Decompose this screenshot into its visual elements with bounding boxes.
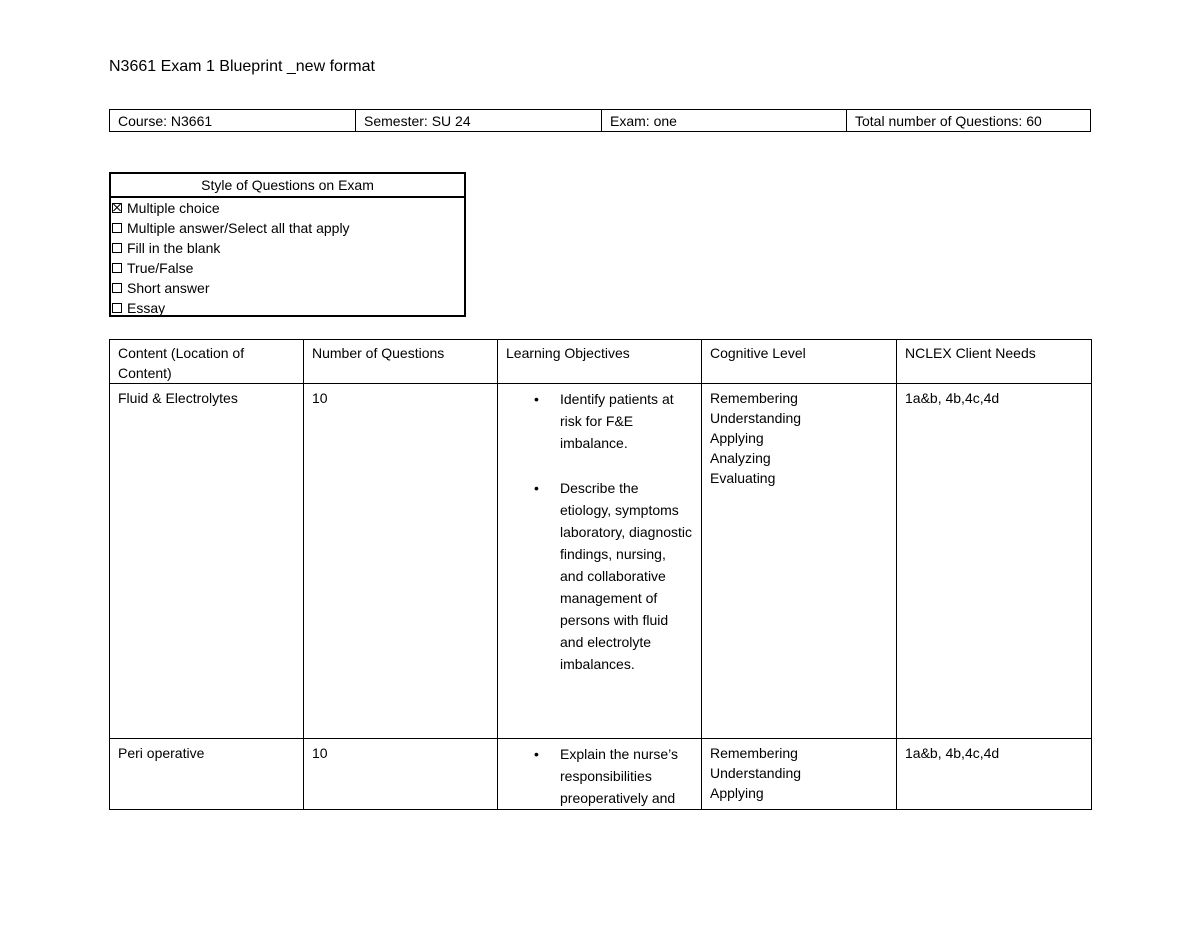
option-true-false	[111, 258, 464, 278]
semester-cell: Semester: SU 24	[356, 110, 602, 132]
header-nclex-client-needs: NCLEX Client Needs	[897, 340, 1092, 384]
objective-item: • Describe the etiology, symptoms laboratory, diagnostic findings, nursing, and collaborative management of persons with fluid and electrolyte imbalances.	[560, 477, 693, 675]
exam-info-table	[109, 109, 1091, 132]
option-label: True/False	[127, 260, 194, 276]
option-fill-in-blank	[111, 238, 464, 258]
cognitive-level-item: Remembering	[710, 390, 798, 406]
option-label: Short answer	[127, 280, 210, 296]
nclex-cell: 1a&b, 4b,4c,4d	[897, 384, 1092, 739]
objectives-list	[506, 388, 693, 675]
content-cell: Peri operative	[110, 739, 304, 810]
objectives-list	[506, 743, 693, 809]
document-title: N3661 Exam 1 Blueprint _new format	[109, 58, 375, 75]
objectives-cell	[498, 739, 702, 810]
option-label: Essay	[127, 300, 166, 316]
option-essay	[111, 298, 464, 318]
header-number-of-questions: Number of Questions	[304, 340, 498, 384]
cognitive-level-cell	[702, 739, 897, 810]
checkbox-icon[interactable]	[112, 243, 122, 253]
objective-item: • Identify patients at risk for F&E imbalance.	[560, 388, 693, 454]
checkbox-icon[interactable]	[112, 283, 122, 293]
cognitive-level-cell	[702, 384, 897, 739]
question-style-heading: Style of Questions on Exam	[111, 174, 464, 198]
header-learning-objectives: Learning Objectives	[498, 340, 702, 384]
option-label: Multiple answer/Select all that apply	[127, 220, 350, 236]
exam-cell: Exam: one	[602, 110, 847, 132]
option-short-answer	[111, 278, 464, 298]
table-row	[110, 384, 1092, 739]
checkbox-icon[interactable]	[112, 303, 122, 313]
cognitive-level-item: Evaluating	[710, 470, 776, 486]
course-cell: Course: N3661	[110, 110, 356, 132]
header-content: Content (Location of Content)	[110, 340, 304, 384]
option-multiple-answer	[111, 218, 464, 238]
option-label: Fill in the blank	[127, 240, 221, 256]
content-blueprint-table	[109, 339, 1092, 810]
cognitive-level-item: Analyzing	[710, 450, 771, 466]
option-label: Multiple choice	[127, 200, 220, 216]
objective-item: • Explain the nurse’s responsibilities preoperatively and	[560, 743, 693, 809]
header-cognitive-level: Cognitive Level	[702, 340, 897, 384]
option-multiple-choice	[111, 198, 464, 218]
objectives-cell	[498, 384, 702, 739]
total-questions-cell: Total number of Questions: 60	[847, 110, 1091, 132]
nclex-cell: 1a&b, 4b,4c,4d	[897, 739, 1092, 810]
table-header-row	[110, 340, 1092, 384]
checkbox-icon[interactable]	[112, 263, 122, 273]
cognitive-level-item: Understanding	[710, 765, 802, 781]
cognitive-level-item: Applying	[710, 430, 764, 446]
questions-cell: 10	[304, 739, 498, 810]
question-style-box	[109, 172, 466, 317]
cognitive-level-item: Understanding	[710, 410, 802, 426]
table-row	[110, 739, 1092, 810]
content-cell: Fluid & Electrolytes	[110, 384, 304, 739]
question-style-list	[111, 198, 464, 318]
checkbox-icon[interactable]	[112, 223, 122, 233]
cognitive-level-item: Applying	[710, 785, 764, 801]
exam-info-row	[110, 110, 1091, 132]
cognitive-level-item: Remembering	[710, 745, 798, 761]
questions-cell: 10	[304, 384, 498, 739]
checked-checkbox-icon[interactable]	[112, 203, 122, 213]
